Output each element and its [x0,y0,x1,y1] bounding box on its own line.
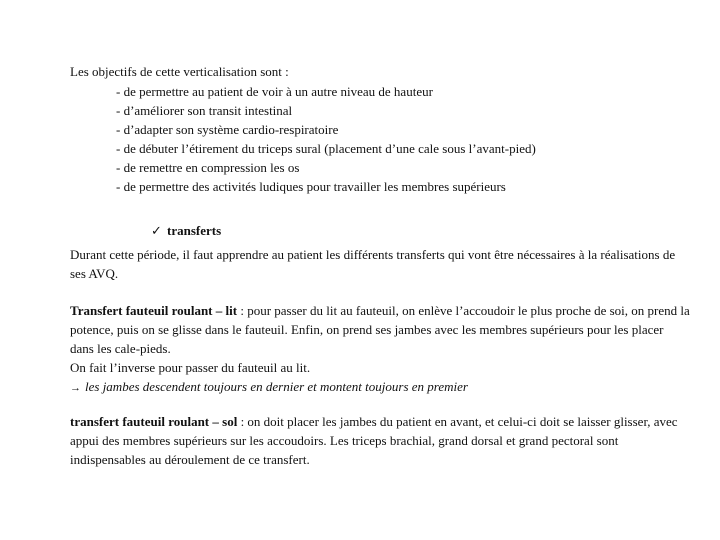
transfer-sol-title: transfert fauteuil roulant – sol [70,414,238,429]
transfer-lit-inverse: On fait l’inverse pour passer du fauteuil au lit. [70,360,311,375]
transfer-sol-text: : on doit placer les jambes du patient en avant, et celui-ci doit se laisser glisser, avec appui des membres supérieurs sur les accoudoirs. Les triceps brachial, grand dorsal et grand pectoral sont indispensables au déroulement de ce transfert. [70,414,678,467]
section-heading-transferts [151,221,221,240]
section-title: transferts [167,223,222,238]
objective-item: - de permettre des activités ludiques pour travailler les membres supérieurs [116,179,506,194]
objectives-intro: Les objectifs de cette verticalisation sont : [70,64,289,79]
objective-item: - de débuter l’étirement du triceps sural (placement d’une cale sous l’avant-pied) [116,141,536,156]
checkmark-icon: ✓ [151,223,162,238]
transfer-lit-title: Transfert fauteuil roulant – lit [70,303,238,318]
transfer-lit-paragraph [70,301,690,398]
objective-item: - de permettre au patient de voir à un autre niveau de hauteur [116,84,433,99]
objective-item: - de remettre en compression les os [116,160,300,175]
transfer-sol-paragraph [70,412,690,469]
objectives-list [116,82,536,196]
transfer-lit-text: : pour passer du lit au fauteuil, on enlève l’accoudoir le plus proche de soi, on prend la potence, puis on se glisse dans le fauteuil. Enfin, on prend ses jambes avec les membres supérieurs pour les placer dans les cale-pieds. [70,303,690,356]
transfer-lit-note-text: les jambes descendent toujours en dernier et montent toujours en premier [85,379,468,394]
objective-item: - d’améliorer son transit intestinal [116,103,293,118]
transferts-intro-paragraph: Durant cette période, il faut apprendre au patient les différents transferts qui vont être nécessaires à la réalisations de ses AVQ. [70,247,676,281]
transfer-lit-note [70,377,690,398]
objective-item: - d’adapter son système cardio-respiratoire [116,122,339,137]
arrow-right-icon: → [70,382,81,394]
